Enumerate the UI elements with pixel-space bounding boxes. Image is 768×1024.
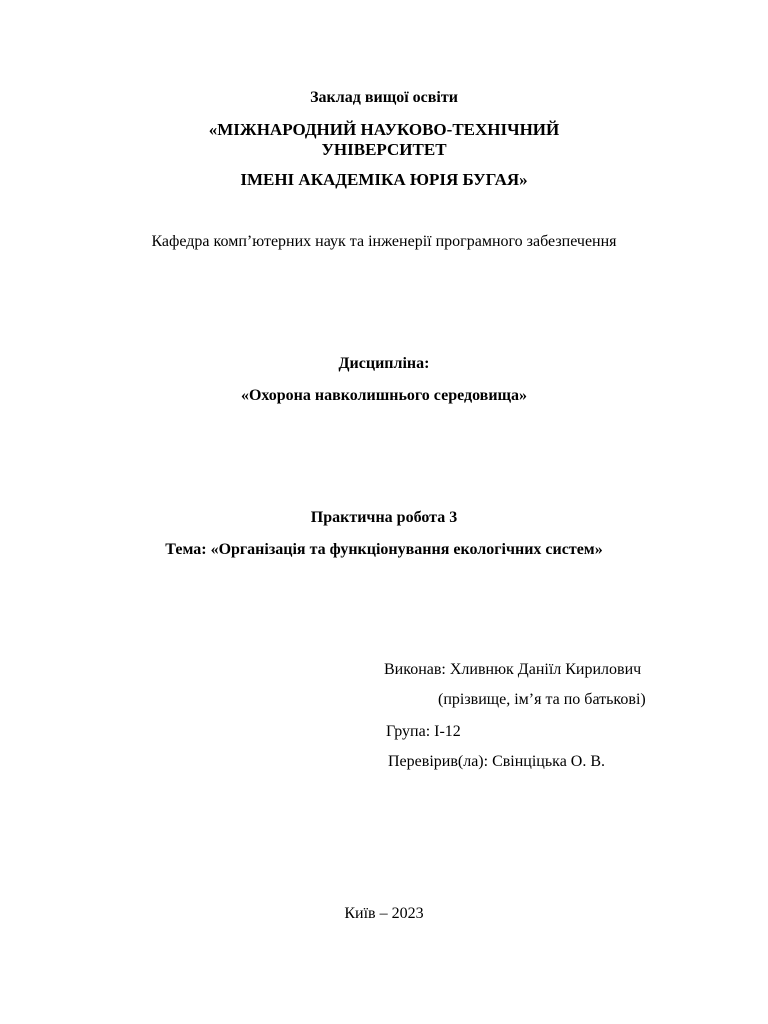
university-name-line-1: «МІЖНАРОДНИЙ НАУКОВО-ТЕХНІЧНИЙ xyxy=(208,120,560,139)
institution-header: Заклад вищої освіти xyxy=(310,89,458,106)
department-name: Кафедра комп’ютерних наук та інженерії програмного забезпечення xyxy=(151,233,617,250)
city-year: Київ – 2023 xyxy=(344,905,424,922)
practical-work-title: Практична робота 3 xyxy=(310,509,458,526)
discipline-label: Дисципліна: xyxy=(338,355,430,372)
checked-by: Перевірив(ла): Свінціцька О. В. xyxy=(388,753,606,770)
name-hint: (прізвище, ім’я та по батькові) xyxy=(438,691,646,708)
discipline-name: «Охорона навколишнього середовища» xyxy=(240,387,528,404)
university-name-line-2: УНІВЕРСИТЕТ xyxy=(321,140,447,159)
practical-work-topic: Тема: «Організація та функціонування екологічних систем» xyxy=(165,541,603,558)
performed-by: Виконав: Хливнюк Даніїл Кирилович xyxy=(384,661,642,678)
university-name-line-3: ІМЕНІ АКАДЕМІКА ЮРІЯ БУГАЯ» xyxy=(240,170,528,189)
student-group: Група: І-12 xyxy=(386,723,461,740)
